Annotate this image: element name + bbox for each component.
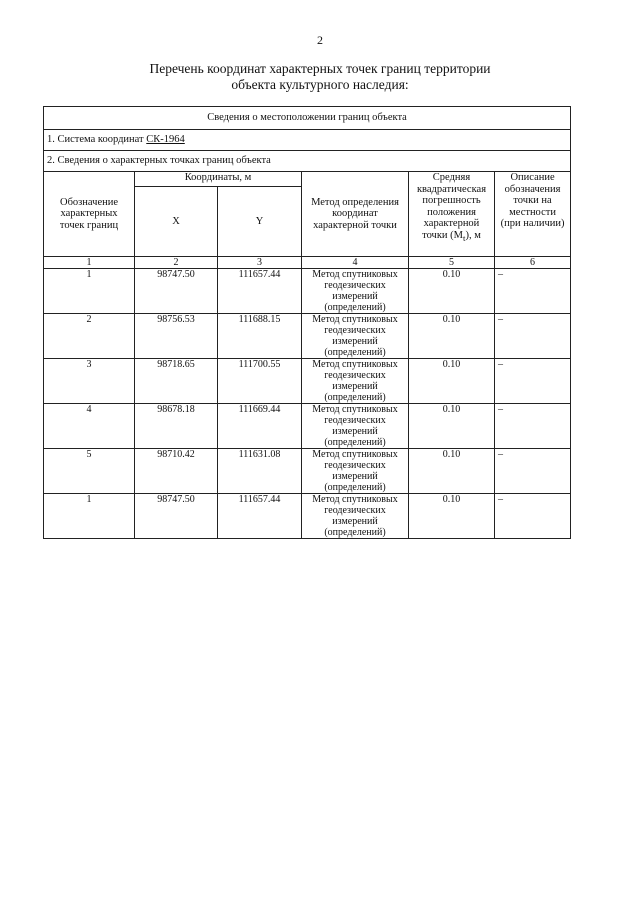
column-number: 5: [409, 257, 495, 269]
header-mse-unit: ), м: [465, 229, 481, 241]
cell-x: 98718.65: [135, 359, 218, 404]
table-row: [44, 494, 571, 539]
column-number: 4: [302, 257, 409, 269]
cell-description: –: [495, 494, 571, 539]
section-heading: Сведения о местоположении границ объекта: [44, 107, 571, 130]
cell-description: –: [495, 359, 571, 404]
document-title-line-1: Перечень координат характерных точек границ территории: [149, 61, 491, 76]
coordinate-system: [44, 130, 571, 151]
cell-method: Метод спутниковых геодезических измерений (определений): [302, 449, 409, 494]
coordinate-system-value: СК-1964: [146, 134, 185, 146]
column-number: 2: [135, 257, 218, 269]
cell-description: –: [495, 269, 571, 314]
coordinate-system-label: 1. Система координат: [47, 134, 147, 146]
cell-x: 98747.50: [135, 269, 218, 314]
points-heading: 2. Сведения о характерных точках границ объекта: [44, 151, 571, 172]
cell-point: 1: [44, 269, 135, 314]
cell-method: Метод спутниковых геодезических измерений (определений): [302, 314, 409, 359]
cell-error: 0.10: [409, 404, 495, 449]
header-mse-subscript: t: [463, 232, 466, 243]
cell-error: 0.10: [409, 269, 495, 314]
cell-x: 98710.42: [135, 449, 218, 494]
cell-method: Метод спутниковых геодезических измерений (определений): [302, 359, 409, 404]
table-row: [44, 404, 571, 449]
cell-error: 0.10: [409, 359, 495, 404]
cell-method: Метод спутниковых геодезических измерений (определений): [302, 404, 409, 449]
header-description: Описание обозначения точки на местности (при наличии): [495, 172, 571, 257]
cell-y: 111631.08: [218, 449, 302, 494]
cell-error: 0.10: [409, 494, 495, 539]
column-number: 1: [44, 257, 135, 269]
cell-y: 111657.44: [218, 494, 302, 539]
cell-point: 5: [44, 449, 135, 494]
cell-point: 4: [44, 404, 135, 449]
cell-point: 2: [44, 314, 135, 359]
table-row: [44, 269, 571, 314]
cell-y: 111688.15: [218, 314, 302, 359]
header-point-designation: Обозначение характерных точек границ: [44, 172, 135, 257]
cell-error: 0.10: [409, 314, 495, 359]
cell-description: –: [495, 449, 571, 494]
cell-y: 111657.44: [218, 269, 302, 314]
document-title-line-2: объекта культурного наследия:: [231, 77, 409, 92]
header-x: X: [135, 187, 218, 257]
table-row: [44, 359, 571, 404]
cell-x: 98747.50: [135, 494, 218, 539]
header-y: Y: [218, 187, 302, 257]
cell-method: Метод спутниковых геодезических измерений (определений): [302, 494, 409, 539]
document-title: [120, 61, 520, 93]
cell-description: –: [495, 404, 571, 449]
coordinates-table: [43, 106, 571, 539]
header-coordinates: Координаты, м: [135, 172, 302, 187]
column-number: 3: [218, 257, 302, 269]
cell-description: –: [495, 314, 571, 359]
cell-y: 111700.55: [218, 359, 302, 404]
cell-point: 3: [44, 359, 135, 404]
cell-y: 111669.44: [218, 404, 302, 449]
column-number: 6: [495, 257, 571, 269]
header-method: Метод определения координат характерной точки: [302, 172, 409, 257]
cell-point: 1: [44, 494, 135, 539]
table-row: [44, 449, 571, 494]
cell-method: Метод спутниковых геодезических измерений (определений): [302, 269, 409, 314]
page-number: 2: [317, 33, 323, 47]
header-mean-square-error: [409, 172, 495, 257]
cell-error: 0.10: [409, 449, 495, 494]
table-row: [44, 314, 571, 359]
header-mse-text: Средняя квадратическая погрешность положения характерной точки (M: [416, 172, 487, 241]
cell-x: 98756.53: [135, 314, 218, 359]
cell-x: 98678.18: [135, 404, 218, 449]
